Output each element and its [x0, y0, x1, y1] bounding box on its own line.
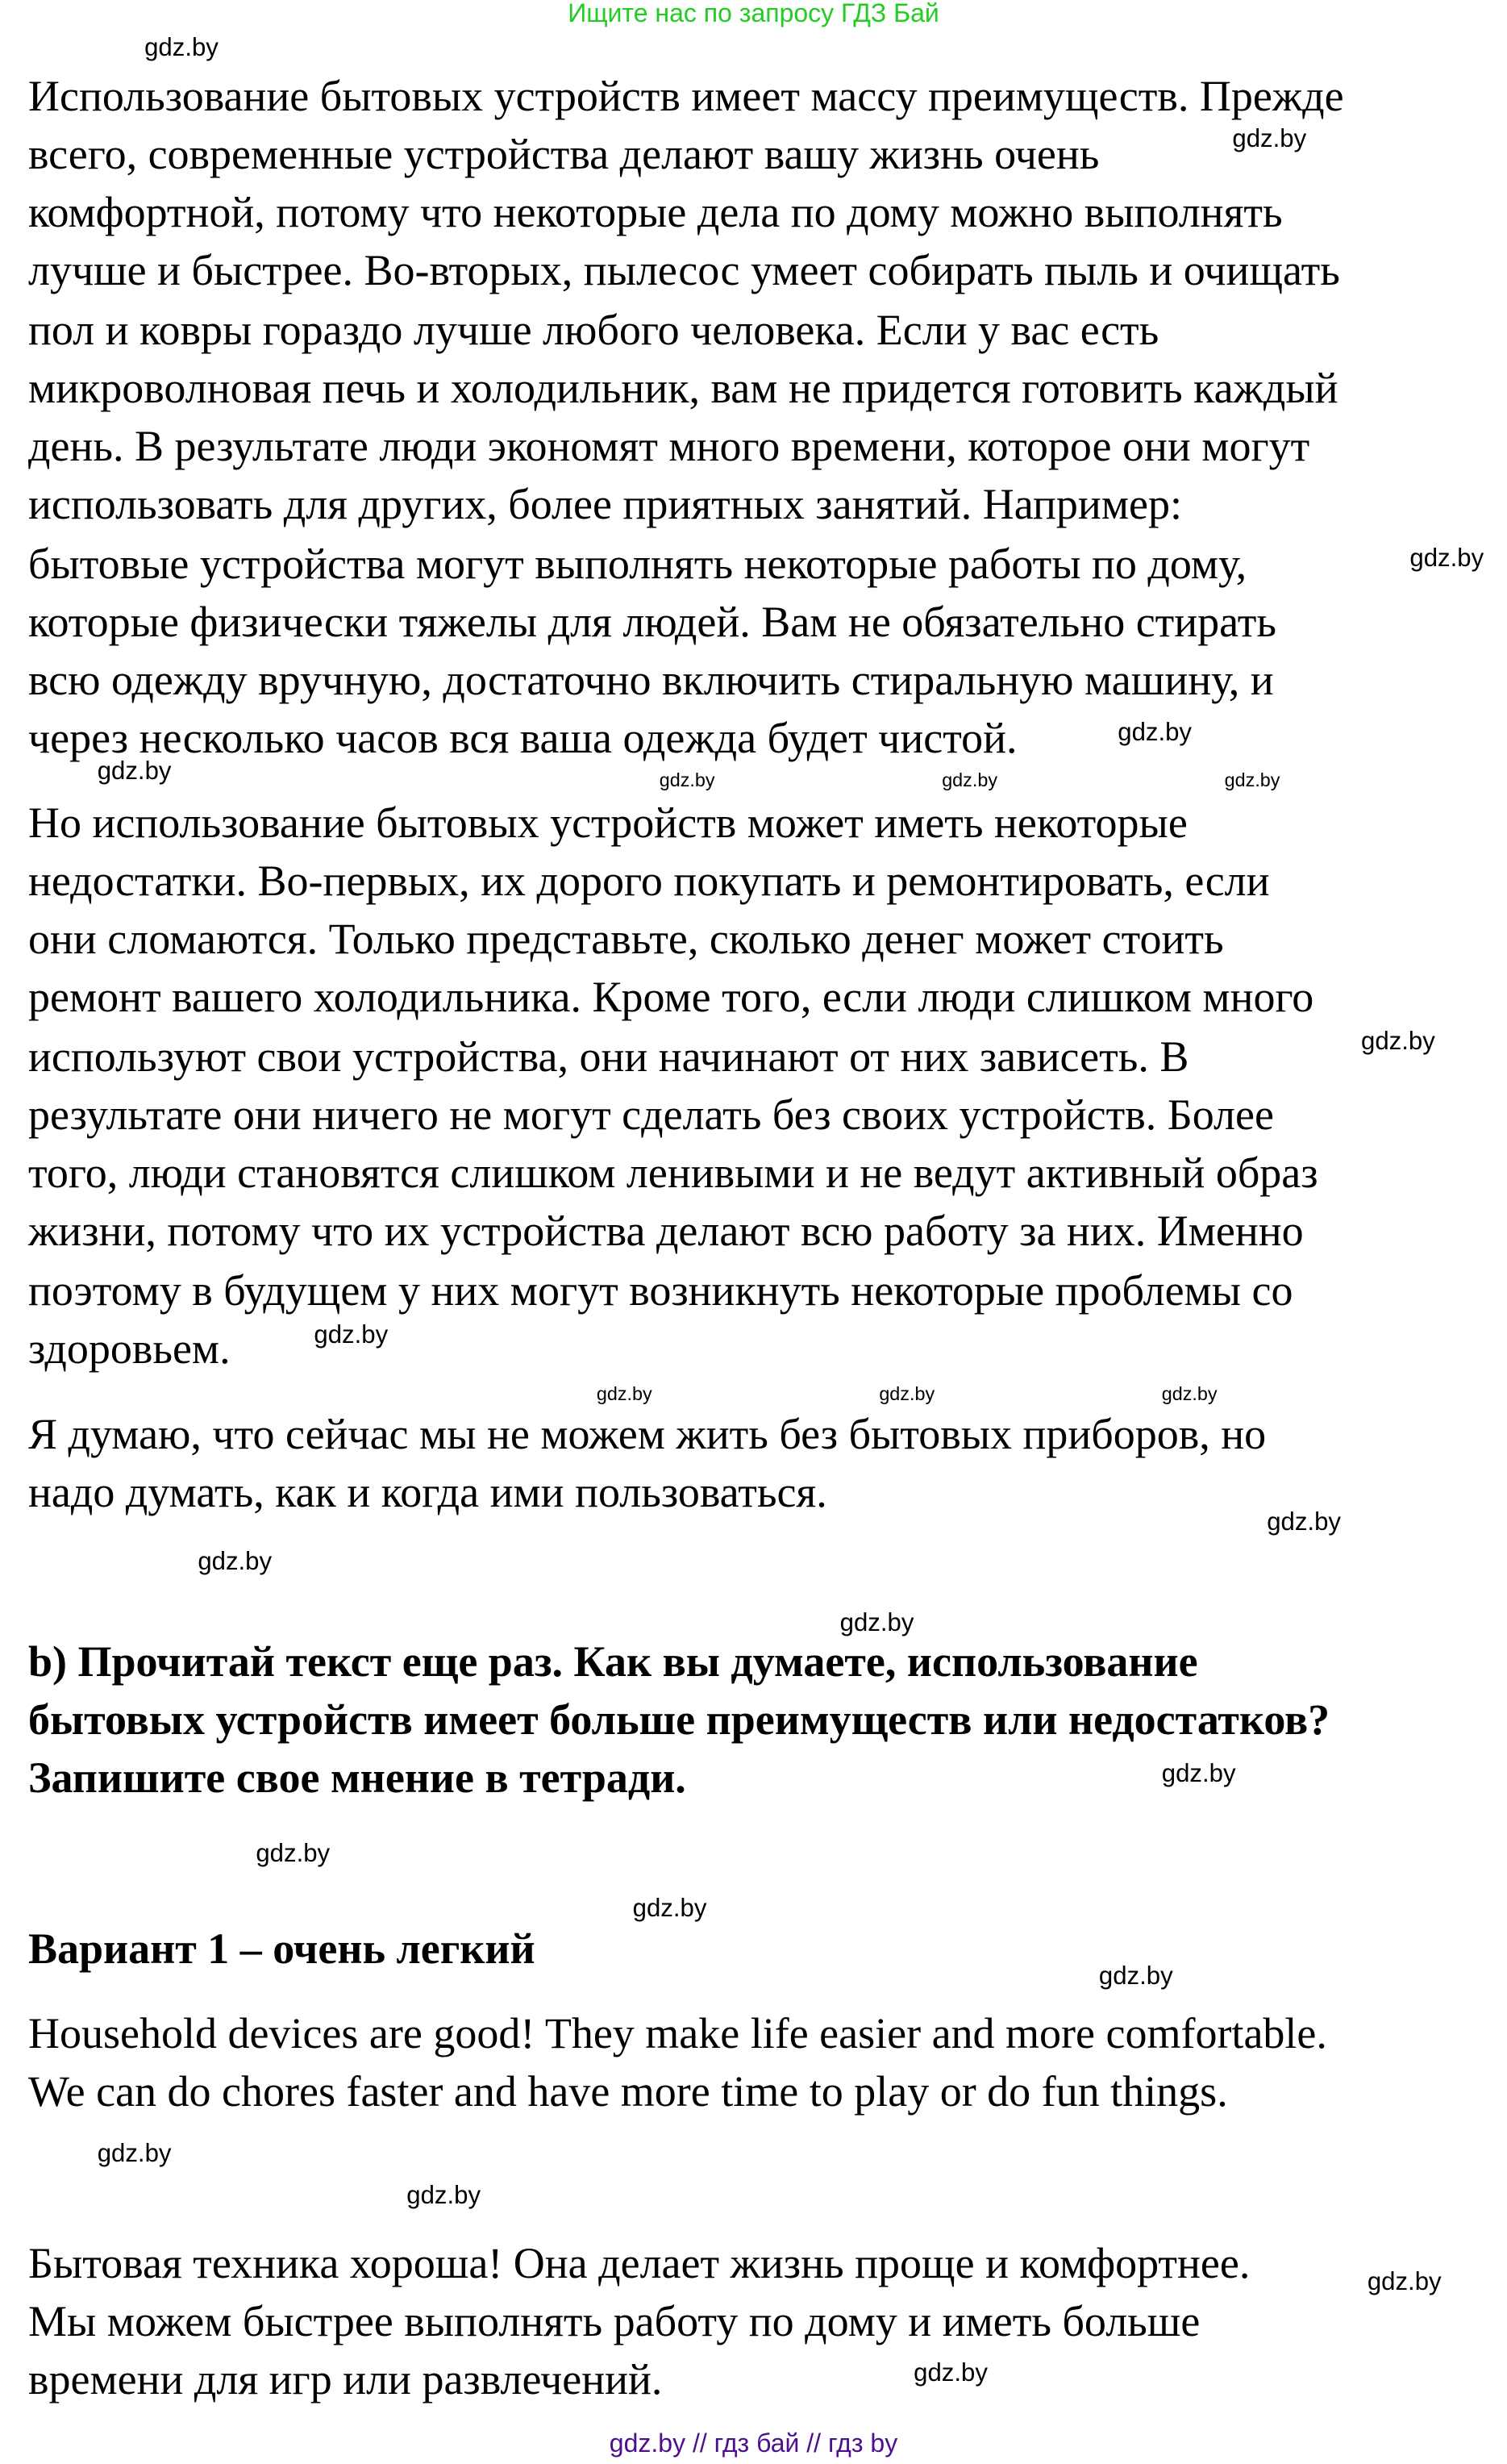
- text-line: Но использование бытовых устройств может иметь некоторые: [28, 798, 1188, 848]
- watermark: gdz.by: [914, 2358, 988, 2387]
- text-line: используют свои устройства, они начинают от них зависеть. В: [28, 1032, 1189, 1082]
- text-line: жизни, потому что их устройства делают всю работу за них. Именно: [28, 1207, 1304, 1256]
- footer-links[interactable]: gdz.by // гдз бай // гдз by: [609, 2429, 898, 2458]
- watermark: gdz.by: [1224, 769, 1280, 790]
- text-line: Использование бытовых устройств имеет массу преимуществ. Прежде: [28, 71, 1344, 120]
- text-line: всю одежду вручную, достаточно включить стиральную машину, и: [28, 656, 1274, 705]
- text-line: результате они ничего не могут сделать без своих устройств. Более: [28, 1090, 1274, 1140]
- watermark: gdz.by: [1161, 1758, 1236, 1787]
- watermark: gdz.by: [596, 1383, 652, 1405]
- watermark: gdz.by: [632, 1894, 707, 1923]
- text-line: здоровьем.: [28, 1324, 231, 1374]
- text-line: лучше и быстрее. Во-вторых, пылесос умеет собирать пыль и очищать: [28, 245, 1340, 294]
- text-line: комфортной, потому что некоторые дела по дому можно выполнять: [28, 187, 1283, 236]
- text-line: ремонт вашего холодильника. Кроме того, если люди слишком много: [28, 973, 1314, 1022]
- text-line: Мы можем быстрее выполнять работу по дому и иметь больше: [28, 2296, 1201, 2345]
- watermark: gdz.by: [659, 769, 715, 790]
- heading-line: бытовых устройств имеет больше преимуществ или недостатков?: [28, 1695, 1330, 1744]
- watermark: gdz.by: [198, 1546, 273, 1575]
- text-line: Household devices are good! They make life easier and more comfortable.: [28, 2009, 1327, 2058]
- text-line: недостатки. Во-первых, их дорого покупать и ремонтировать, если: [28, 857, 1270, 906]
- text-line: Я думаю, что сейчас мы не можем жить без бытовых приборов, но: [28, 1409, 1267, 1458]
- search-hint-banner: Ищите нас по запросу ГДЗ Бай: [568, 0, 939, 27]
- watermark: gdz.by: [1118, 717, 1192, 746]
- text-line: We can do chores faster and have more time to play or do fun things.: [28, 2067, 1228, 2116]
- text-line: день. В результате люди экономят много времени, которое они могут: [28, 421, 1310, 470]
- text-line: надо думать, как и когда ими пользоваться.: [28, 1467, 827, 1516]
- text-line: пол и ковры гораздо лучше любого человека. Если у вас есть: [28, 305, 1159, 354]
- watermark: gdz.by: [1409, 543, 1484, 572]
- watermark: gdz.by: [256, 1838, 331, 1867]
- watermark: gdz.by: [97, 2138, 172, 2167]
- text-line: бытовые устройства могут выполнять некоторые работы по дому,: [28, 539, 1247, 588]
- watermark: gdz.by: [839, 1607, 914, 1636]
- text-line: через несколько часов вся ваша одежда будет чистой.: [28, 714, 1018, 763]
- watermark: gdz.by: [314, 1320, 389, 1349]
- watermark: gdz.by: [1361, 1027, 1435, 1056]
- watermark: gdz.by: [97, 757, 172, 786]
- watermark: gdz.by: [879, 1383, 935, 1405]
- text-line: того, люди становятся слишком ленивыми и не ведут активный образ: [28, 1149, 1318, 1198]
- watermark: gdz.by: [1232, 123, 1307, 152]
- heading-line: Запишите свое мнение в тетради.: [28, 1753, 686, 1802]
- watermark: gdz.by: [1367, 2267, 1442, 2296]
- heading-line: b) Прочитай текст еще раз. Как вы думаете, использование: [28, 1636, 1198, 1686]
- watermark: gdz.by: [1098, 1961, 1173, 1990]
- text-line: использовать для других, более приятных занятий. Например:: [28, 479, 1182, 528]
- heading-line: Вариант 1 – очень легкий: [28, 1924, 535, 1974]
- watermark: gdz.by: [1267, 1507, 1341, 1536]
- text-line: которые физически тяжелы для людей. Вам не обязательно стирать: [28, 598, 1276, 646]
- text-line: они сломаются. Только представьте, сколько денег может стоить: [28, 915, 1224, 964]
- watermark: gdz.by: [942, 769, 998, 790]
- text-line: микроволновая печь и холодильник, вам не придется готовить каждый: [28, 363, 1338, 412]
- watermark: gdz.by: [1161, 1383, 1218, 1405]
- text-line: Бытовая техника хороша! Она делает жизнь проще и комфортнее.: [28, 2238, 1251, 2287]
- watermark: gdz.by: [406, 2181, 481, 2210]
- watermark: gdz.by: [144, 32, 219, 61]
- text-line: времени для игр или развлечений.: [28, 2354, 663, 2404]
- text-line: всего, современные устройства делают вашу жизнь очень: [28, 129, 1100, 178]
- text-line: поэтому в будущем у них могут возникнуть некоторые проблемы со: [28, 1266, 1293, 1315]
